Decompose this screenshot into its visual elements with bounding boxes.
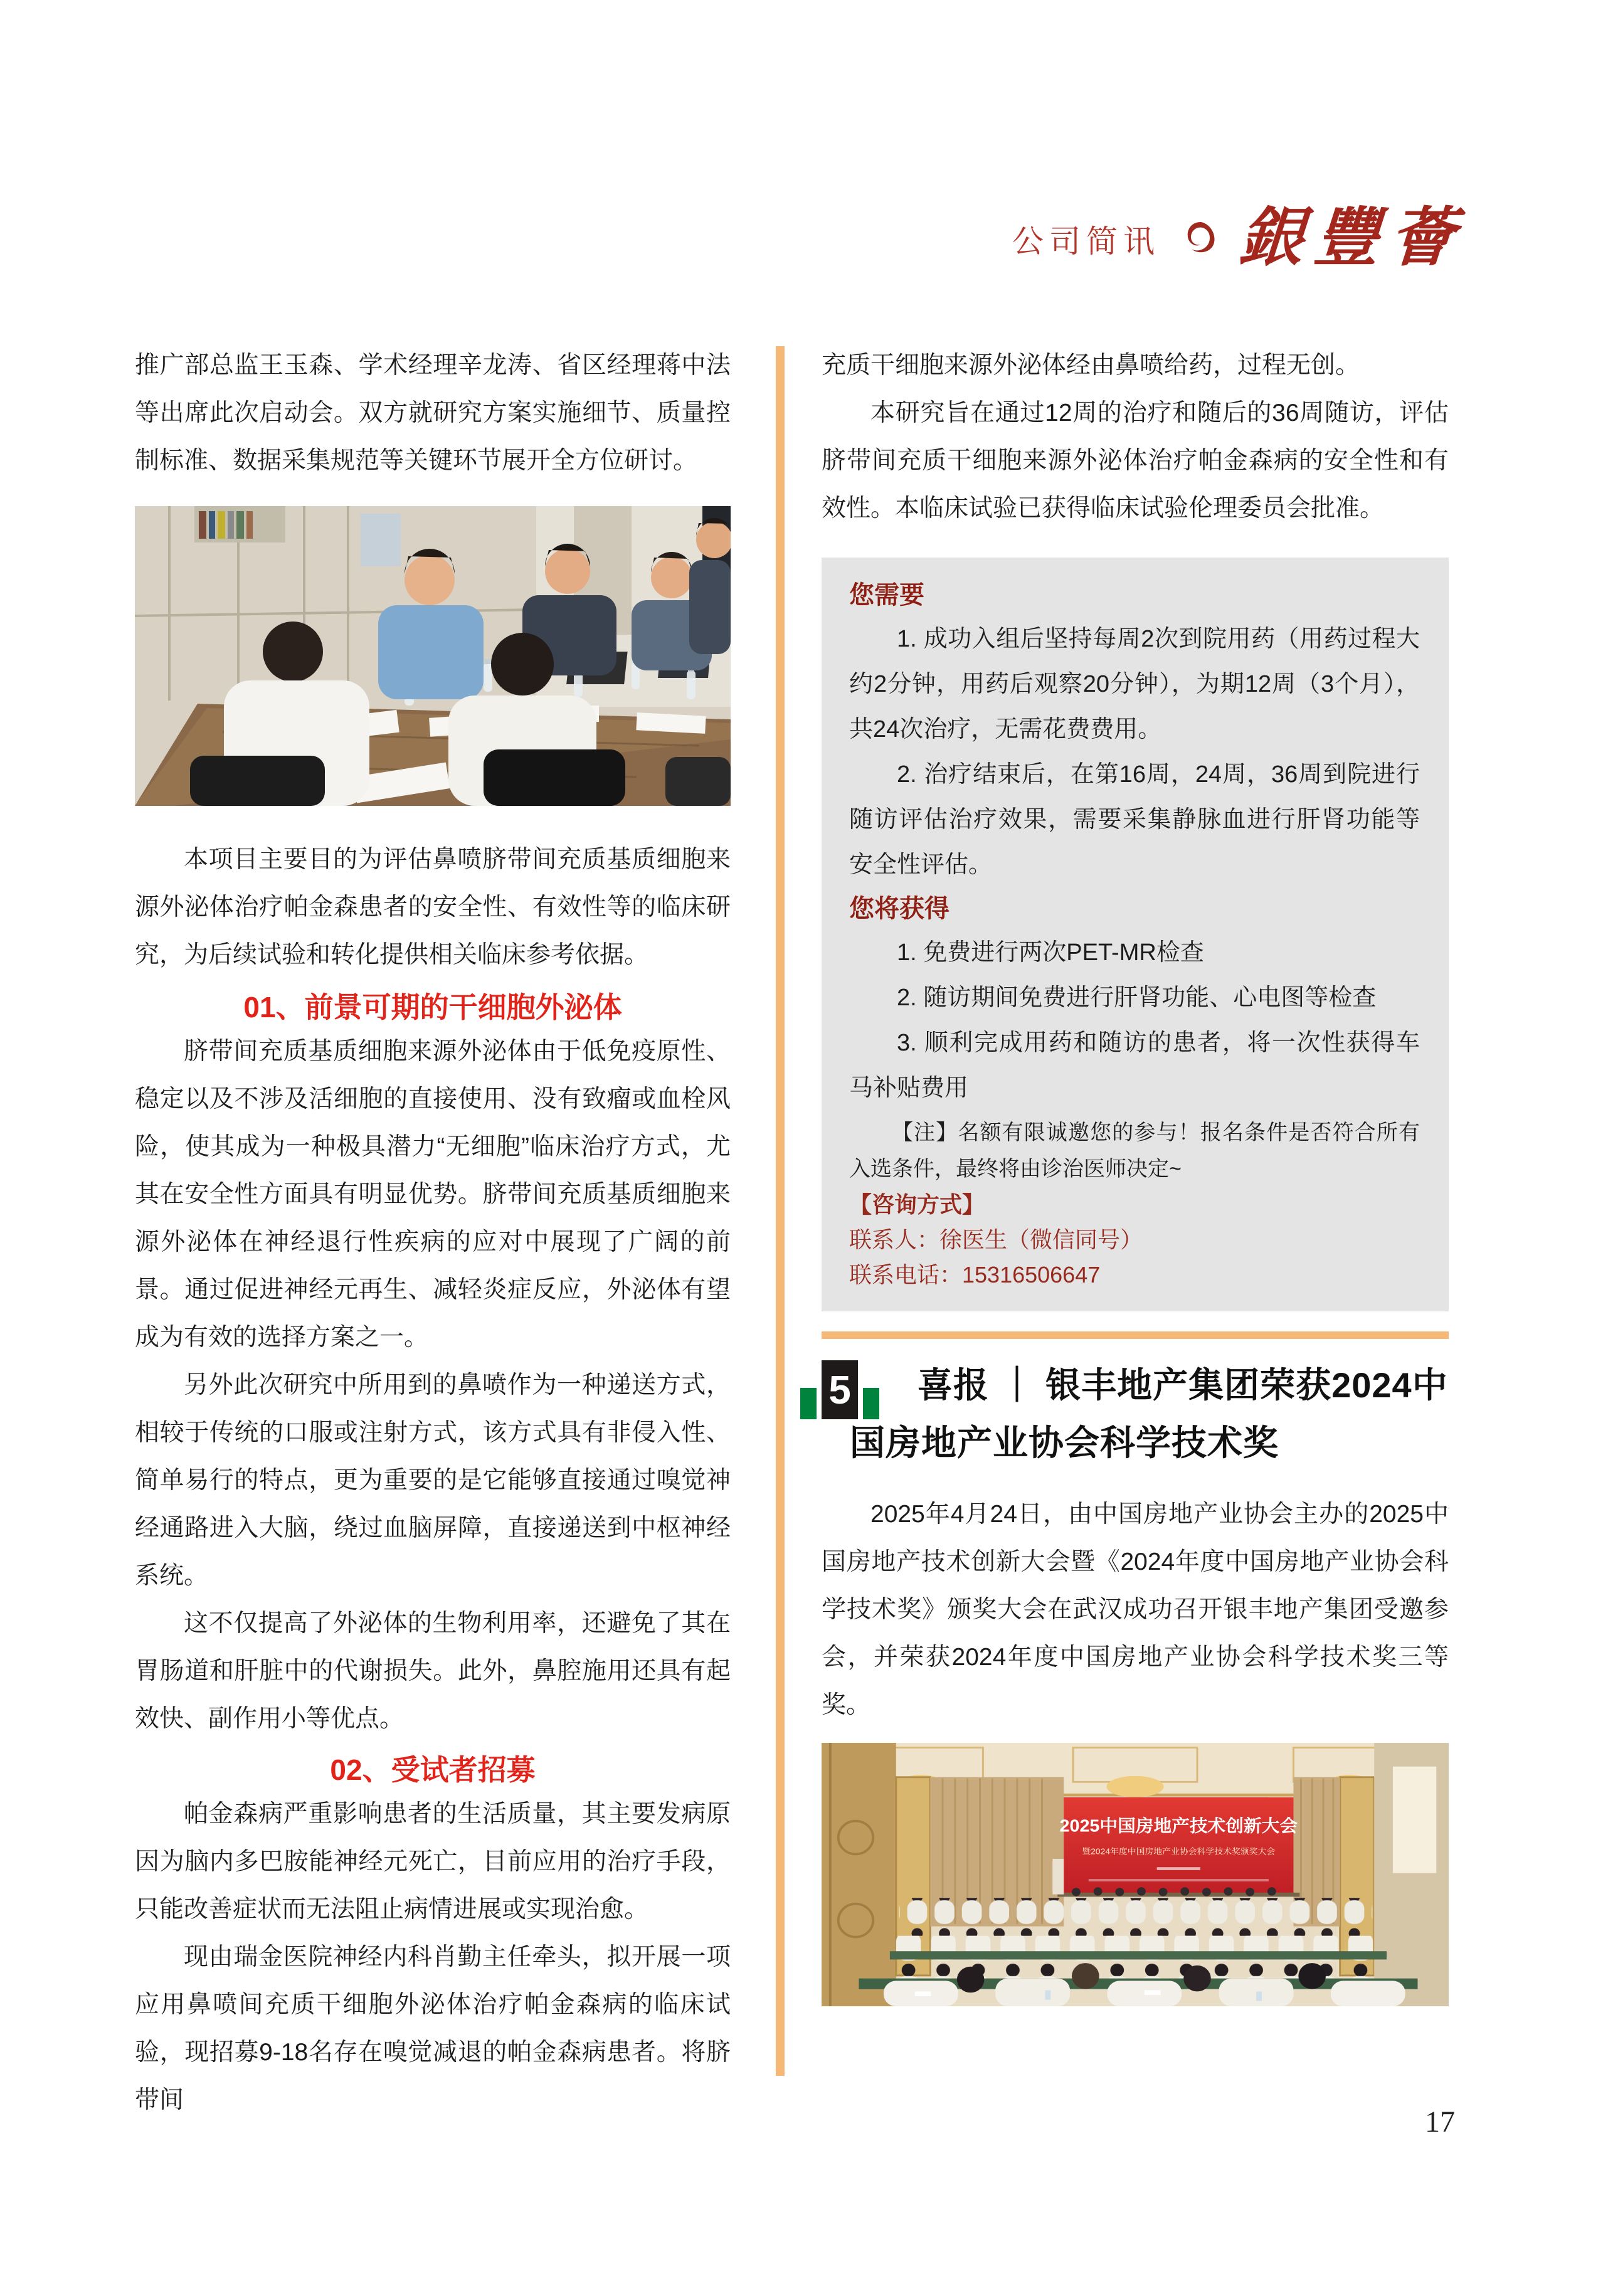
paragraph: 本项目主要目的为评估鼻喷脐带间充质基质细胞来源外泌体治疗帕金森患者的安全性、有效性等的临床研究，为后续试验和转化提供相关临床参考依据。 [135, 846, 731, 968]
section-5-title: 喜报 ｜ 银丰地产集团荣获2024中国房地产业协会科学技术奖 [850, 1365, 1448, 1463]
paragraph: 这不仅提高了外泌体的生物利用率，还避免了其在胃肠道和肝脏中的代谢损失。此外，鼻腔施用还具有起效快、副作用小等优点。 [135, 1610, 731, 1732]
right-column [822, 342, 1449, 2006]
paragraph: 2025年4月24日，由中国房地产业协会主办的2025中国房地产技术创新大会暨《2024年度中国房地产业协会科学技术奖》颁奖大会在武汉成功召开银丰地产集团受邀参会，并荣获2024年度中国房地产业协会科学技术奖三等奖。 [822, 1501, 1449, 1718]
box-note: 【注】名额有限诚邀您的参与！报名条件是否符合所有入选条件，最终将由诊治医师决定~ [849, 1121, 1420, 1181]
badge-green-left [800, 1388, 817, 1419]
section-5 [822, 1357, 1449, 1472]
box-title-need: 您需要 [849, 581, 924, 609]
paragraph: 现由瑞金医院神经内科肖勤主任牵头，拟开展一项应用鼻喷间充质干细胞外泌体治疗帕金森病的临床试验，现招募9-18名存在嗅觉减退的帕金森病患者。将脐带间 [135, 1944, 731, 2113]
section-label: 公司简讯 [1012, 224, 1160, 259]
heading-01: 01、前景可期的干细胞外泌体 [243, 991, 622, 1024]
brand-calligraphy: 銀豐薈 [1237, 203, 1468, 274]
recruitment-info-box [822, 558, 1449, 1311]
page-number: 17 [1425, 2105, 1455, 2139]
list-item: 3. 顺利完成用药和随访的患者，将一次性获得车马补贴费用 [849, 1030, 1420, 1101]
conference-screen-title: 2025中国房地产技术创新大会 [1059, 1816, 1298, 1836]
contact-phone: 联系电话：15316506647 [849, 1262, 1101, 1288]
paragraph: 充质干细胞来源外泌体经由鼻喷给药，过程无创。 [822, 352, 1360, 379]
box-title-gain: 您将获得 [849, 895, 949, 923]
left-column [135, 342, 731, 2124]
list-item: 2. 治疗结束后，在第16周，24周，36周到院进行随访评估治疗效果，需要采集静脉血进行肝肾功能等安全性评估。 [849, 761, 1420, 878]
contact-person: 联系人：徐医生（微信同号） [849, 1227, 1143, 1252]
list-item: 1. 免费进行两次PET-MR检查 [897, 939, 1204, 966]
conference-screen-subtitle: 暨2024年度中国房地产业协会科学技术奖颁奖大会 [1082, 1846, 1276, 1856]
list-item: 2. 随访期间免费进行肝肾功能、心电图等检查 [897, 985, 1377, 1011]
heading-02: 02、受试者招募 [330, 1754, 536, 1786]
list-item: 1. 成功入组后坚持每周2次到院用药（用药过程大约2分钟，用药后观察20分钟），为期12周（3个月），共24次治疗，无需花费费用。 [849, 626, 1420, 743]
contact-title: 【咨询方式】 [849, 1192, 985, 1217]
paragraph: 另外此次研究中所用到的鼻喷作为一种递送方式，相较于传统的口服或注射方式，该方式具有非侵入性、简单易行的特点，更为重要的是它能够直接通过嗅觉神经通路进入大脑，绕过血脑屏障，直接递送到中枢神经系统。 [135, 1372, 731, 1589]
column-divider [776, 346, 785, 2076]
meeting-photo [135, 506, 731, 806]
swirl-icon [1182, 218, 1220, 260]
badge-number: 5 [822, 1360, 858, 1419]
paragraph: 推广部总监王玉森、学术经理辛龙涛、省区经理蒋中法等出席此次启动会。双方就研究方案实施细节、质量控制标准、数据采集规范等关键环节展开全方位研讨。 [135, 352, 731, 474]
orange-rule [822, 1331, 1449, 1339]
page-header [1012, 203, 1468, 274]
paragraph: 脐带间充质基质细胞来源外泌体由于低免疫原性、稳定以及不涉及活细胞的直接使用、没有致瘤或血栓风险，使其成为一种极具潜力“无细胞”临床治疗方式，尤其在安全性方面具有明显优势。脐带间充质基质细胞来源外泌体在神经退行性疾病的应对中展现了广阔的前景。通过促进神经元再生、减轻炎症反应，外泌体有望成为有效的选择方案之一。 [135, 1038, 731, 1351]
section-number-badge [800, 1360, 879, 1419]
badge-green-right [863, 1388, 879, 1419]
paragraph: 帕金森病严重影响患者的生活质量，其主要发病原因为脑内多巴胺能神经元死亡，目前应用的治疗手段，只能改善症状而无法阻止病情进展或实现治愈。 [135, 1801, 731, 1923]
conference-photo [822, 1743, 1449, 2006]
paragraph: 本研究旨在通过12周的治疗和随后的36周随访，评估脐带间充质干细胞来源外泌体治疗帕金森病的安全性和有效性。本临床试验已获得临床试验伦理委员会批准。 [822, 399, 1449, 522]
